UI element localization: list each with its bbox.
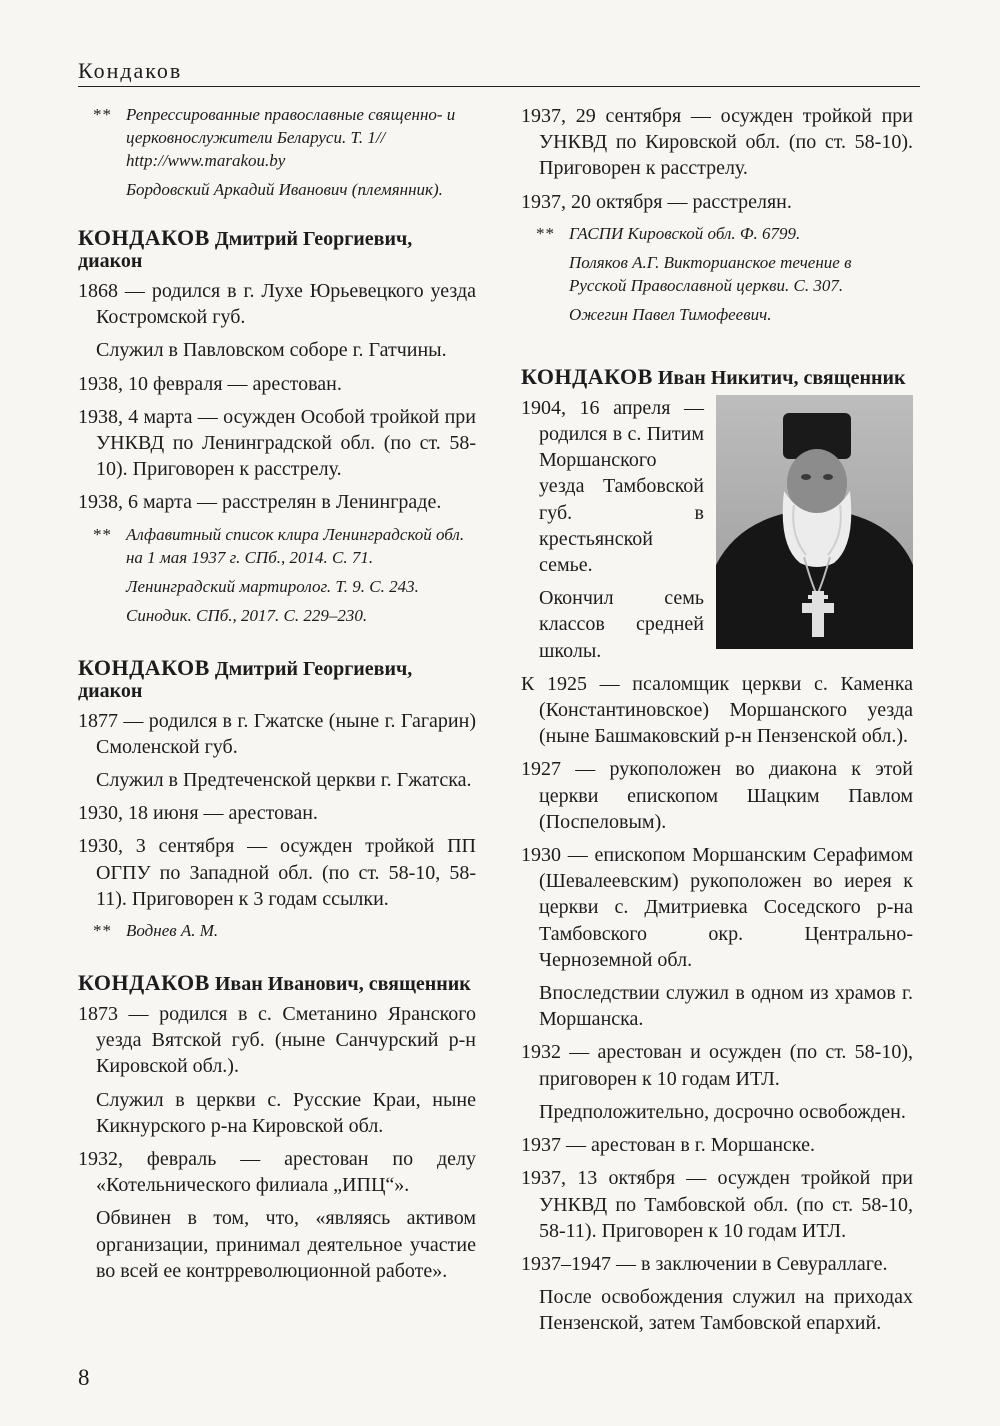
dated-event: 1868 — родился в г. Лухе Юрьевецкого уезда Костромской губ. (78, 280, 476, 329)
sources-block (521, 222, 913, 326)
biography-entry (521, 363, 913, 1337)
dated-event: 1927 — рукоположен во диакона к этой церкви епископом Шацким Павлом (Поспеловым). (521, 758, 913, 833)
entry-surname: КОНДАКОВ (521, 363, 653, 389)
dated-event: 1938, 6 марта — расстрелян в Ленинграде. (78, 491, 442, 514)
dated-event: 1937, 20 октября — расстрелян. (521, 190, 792, 213)
dated-event: 1873 — родился в с. Сметанино Яранского уезда Вятской губ. (ныне Санчурский р-н Кировской обл.). (78, 1003, 476, 1078)
dated-event: 1932, февраль — арестован по делу «Котельнического филиала „ИПЦ“». (78, 1148, 476, 1197)
source-reference (78, 103, 476, 172)
event-text: Предположительно, досрочно освобожден. (539, 1100, 906, 1123)
event-text: Служил в церкви с. Русские Краи, ныне Кикнурского р-на Кировской обл. (96, 1088, 476, 1137)
source-text: Ожегин Павел Тимофеевич. (569, 304, 772, 324)
entry-heading (78, 227, 476, 272)
priest-portrait-photo (716, 395, 913, 649)
sources-block (78, 103, 476, 201)
dated-event: К 1925 — псаломщик церкви с. Каменка (Константиновское) Моршанского уезда (ныне Башмаковский р-н Пензенской обл.). (521, 672, 913, 748)
header-rule (78, 86, 920, 87)
entry-surname: КОНДАКОВ (78, 970, 210, 996)
event-text: Служил в Предтеченской церкви г. Гжатска. (96, 769, 472, 792)
dated-event: 1930, 3 сентября — осужден тройкой ПП ОГПУ по Западной обл. (по ст. 58-10, 58-11). Приговорен к 3 годам ссылки. (78, 835, 476, 910)
entry-name-rank: Дмитрий Георгиевич, диакон (78, 228, 413, 272)
entry-surname: КОНДАКОВ (78, 654, 210, 680)
biography-entry (78, 972, 476, 1284)
entry-name-rank: Иван Иванович, священник (214, 973, 471, 996)
entry-heading (78, 972, 476, 995)
left-column (78, 103, 476, 1291)
entry-surname: КОНДАКОВ (78, 225, 210, 250)
source-reference (521, 303, 913, 326)
dated-event: 1937 — арестован в г. Моршанске. (521, 1134, 815, 1157)
right-column (521, 103, 913, 1344)
dated-event: 1904, 16 апреля — родился в с. Питим Моршанского уезда Тамбовской губ. в крестьянской семье. (521, 396, 704, 577)
event-text: Впоследствии служил в одном из храмов г. Моршанска. (539, 982, 913, 1031)
source-reference (78, 575, 476, 598)
source-text: Репрессированные православные священно- и церковнослужители Беларуси. Т. 1// http://www.marakou.by (126, 105, 456, 170)
dated-event: 1937–1947 — в заключении в Севураллаге. (521, 1252, 888, 1275)
source-reference (78, 523, 476, 569)
source-text: Ленинградский мартиролог. Т. 9. С. 243. (126, 576, 419, 596)
event-text: Обвинен в том, что, «являясь активом организации, принимал деятельное участие во всей ее контрреволюционной работе». (96, 1207, 476, 1282)
source-reference (521, 251, 913, 297)
priest-portrait-icon (716, 395, 913, 649)
page-number: 8 (78, 1365, 90, 1390)
source-marker: ** (536, 223, 555, 243)
biography-entry (78, 654, 476, 942)
running-head: Кондаков (78, 58, 183, 83)
source-text: Бордовский Аркадий Иванович (племянник). (126, 180, 443, 199)
source-reference (78, 604, 476, 627)
dated-event: 1930 — епископом Моршанским Серафимом (Шевалеевским) рукоположен во иерея к церкви с. Дмитриевка Соседского р-на Тамбовского окр. Центрально-Черноземной обл. (521, 844, 913, 971)
event-text: Служил в Павловском соборе г. Гатчины. (96, 339, 447, 362)
biography-entry (78, 227, 476, 627)
dated-event: 1938, 10 февраля — арестован. (78, 372, 342, 395)
sources-block (78, 919, 476, 942)
source-text: Поляков А.Г. Викторианское течение в Русской Православной церкви. С. 307. (569, 252, 852, 295)
dated-event: 1877 — родился в г. Гжатске (ныне г. Гагарин) Смоленской губ. (78, 709, 476, 758)
entry-heading (521, 363, 913, 389)
dated-event: 1937, 29 сентября — осужден тройкой при УНКВД по Кировской обл. (по ст. 58-10). Приговорен к расстрелу. (521, 105, 913, 180)
dated-event: 1937, 13 октября — осужден тройкой при УНКВД по Тамбовской обл. (по ст. 58-10, 58-11). Приговорен к 10 годам ИТЛ. (521, 1167, 913, 1242)
entry-name-rank: Дмитрий Георгиевич, диакон (78, 657, 413, 702)
source-text: Алфавитный список клира Ленинградской обл. на 1 мая 1937 г. СПб., 2014. С. 71. (126, 524, 465, 567)
source-reference (78, 919, 476, 942)
source-marker: ** (93, 105, 112, 124)
dated-event: 1932 — арестован и осужден (по ст. 58-10), приговорен к 10 годам ИТЛ. (521, 1041, 913, 1090)
source-text: Воднев А. М. (126, 921, 219, 941)
source-marker: ** (93, 921, 112, 941)
source-text: ГАСПИ Кировской обл. Ф. 6799. (569, 223, 801, 243)
source-text: Синодик. СПб., 2017. С. 229–230. (126, 605, 368, 625)
dated-event: 1938, 4 марта — осужден Особой тройкой при УНКВД по Ленинградской обл. (по ст. 58-10). Приговорен к расстрелу. (78, 405, 476, 481)
sources-block (78, 523, 476, 627)
dated-event: 1930, 18 июня — арестован. (78, 802, 318, 825)
entry-heading (78, 654, 476, 702)
source-marker: ** (93, 524, 112, 544)
source-reference (521, 222, 913, 245)
event-text: После освобождения служил на приходах Пензенской, затем Тамбовской епархий. (539, 1286, 913, 1335)
source-reference (78, 178, 476, 201)
entry-name-rank: Иван Никитич, священник (657, 366, 906, 389)
event-text: Окончил семь классов средней школы. (539, 587, 704, 662)
